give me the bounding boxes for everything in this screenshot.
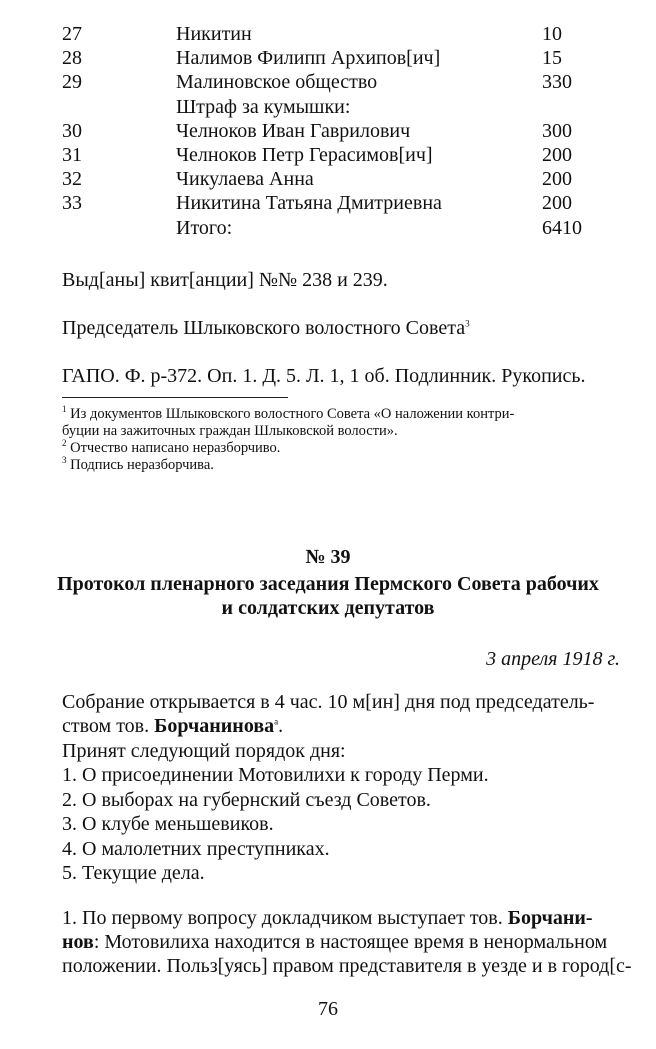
document-title-line-2: и солдатских депутатов: [221, 597, 435, 619]
row-name: Налимов Филипп Архипов[ич]: [176, 47, 441, 70]
row-number: 29: [62, 71, 82, 94]
agenda-item: 2. О выборах на губернский съезд Советов.: [62, 788, 431, 811]
document-date: 3 апреля 1918 г.: [486, 648, 620, 670]
row-number: 31: [62, 143, 82, 166]
row-amount: 200: [542, 143, 572, 166]
footnote-2: [62, 440, 280, 457]
footnote-mark: 2: [62, 438, 67, 449]
item1-line-3: положении. Польз[уясь] правом представителя в уезде и в город[с-: [62, 955, 632, 977]
row-amount: 330: [542, 71, 572, 94]
item1-line-2: [62, 930, 607, 954]
row-number: 30: [62, 119, 82, 142]
document-title: [40, 572, 616, 620]
footnote-3: [62, 457, 214, 474]
document-number: № 39: [305, 546, 351, 568]
table-row: [62, 143, 622, 167]
item1-line-1: [62, 906, 593, 930]
chairman-name: Борчанинова: [154, 715, 275, 737]
document-title-line-1: Протокол пленарного заседания Пермского Совета рабочих: [57, 573, 599, 595]
table-row: [62, 22, 622, 46]
table-row: [62, 119, 622, 143]
footnote-text: Подпись неразборчива.: [70, 457, 214, 473]
row-amount: 10: [542, 23, 562, 45]
table-row: [62, 167, 622, 191]
table-row: [62, 95, 622, 119]
chairman-text: Председатель Шлыковского волостного Совета: [62, 317, 466, 339]
opening-line-2: [62, 714, 283, 738]
row-amount: 200: [542, 168, 572, 191]
row-name: Итого:: [176, 216, 233, 239]
footnote-text: Отчество написано неразборчиво.: [70, 440, 281, 456]
opening-text: ством тов.: [62, 715, 155, 737]
agenda-intro: Принят следующий порядок дня:: [62, 740, 346, 762]
chairman-line: [62, 316, 470, 340]
footnote-1: [62, 406, 622, 423]
agenda-list: [62, 763, 489, 886]
row-number: 28: [62, 47, 82, 70]
table-row: [62, 216, 622, 240]
page-number: 76: [318, 998, 338, 1020]
row-name: Никитина Татьяна Дмитриевна: [176, 192, 442, 215]
row-name: Малиновское общество: [176, 71, 378, 94]
agenda-item: 5. Текущие дела.: [62, 862, 205, 885]
speaker-name-end: нов: [62, 931, 94, 953]
agenda-item: 1. О присоединении Мотовилихи к городу Перми.: [62, 764, 489, 786]
row-amount: 6410: [542, 216, 582, 239]
agenda-item: 4. О малолетних преступниках.: [62, 837, 330, 860]
footnote-text: Из документов Шлыковского волостного Совета «О наложении контри-: [70, 406, 515, 422]
table-row: [62, 46, 622, 70]
receipts-line: Выд[аны] квит[анции] №№ 238 и 239.: [62, 269, 388, 291]
row-name: Челноков Иван Гаврилович: [176, 119, 411, 142]
opening-line-1: Собрание открывается в 4 час. 10 м[ин] дня под председатель-: [62, 691, 595, 713]
footnote-mark: 3: [465, 318, 470, 329]
item1-text: : Мотовилиха находится в настоящее время в ненормальном: [93, 931, 608, 953]
row-amount: 300: [542, 119, 572, 142]
row-amount: 200: [542, 192, 572, 215]
footnote-mark: 3: [62, 455, 67, 466]
row-number: 27: [62, 23, 82, 45]
row-name: Челноков Петр Герасимов[ич]: [176, 143, 433, 166]
table-row: [62, 70, 622, 94]
note-mark: а: [274, 716, 279, 727]
contribution-table: [62, 22, 622, 240]
opening-text-end: .: [278, 715, 284, 737]
agenda-item: 3. О клубе меньшевиков.: [62, 813, 274, 836]
archive-reference: ГАПО. Ф. р-372. Оп. 1. Д. 5. Л. 1, 1 об. Подлинник. Рукопись.: [62, 365, 586, 387]
item1-text: 1. По первому вопросу докладчиком выступает тов.: [62, 907, 508, 929]
footnote-1-continued: буции на зажиточных граждан Шлыковской волости».: [62, 423, 398, 439]
row-name: Штраф за кумышки:: [176, 95, 351, 118]
row-name: Чикулаева Анна: [176, 168, 314, 191]
row-amount: 15: [542, 47, 562, 70]
footnote-mark: 1: [62, 404, 67, 415]
row-name: Никитин: [176, 23, 252, 45]
table-row: [62, 191, 622, 215]
speaker-name-part: Борчани-: [507, 907, 593, 929]
footnote-divider: [62, 397, 288, 398]
row-number: 33: [62, 192, 82, 215]
row-number: 32: [62, 168, 82, 191]
